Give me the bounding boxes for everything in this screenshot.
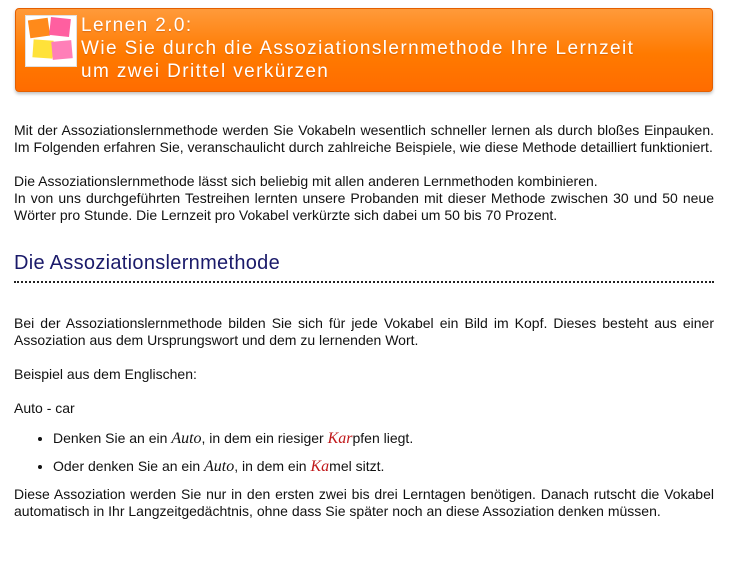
section-paragraph-1: Bei der Assoziationslernmethode bilden Sie sich für jede Vokabel ein Bild im Kopf. Dieses besteht aus einer Assoziation aus dem Ursprungswort und dem zu lernenden Wort. (14, 315, 714, 348)
page-title (81, 14, 701, 83)
bullet-text: , in dem ein riesiger (201, 430, 328, 446)
intro-paragraph-1: Mit der Assoziationslernmethode werden Sie Vokabeln wesentlich schneller lernen als durch bloßes Einpauken. Im Folgenden erfahren Sie, veranschaulicht durch zahlreiche Beispiele, wie diese Methode detailliert funktioniert. (14, 122, 714, 155)
bullet-source-word: Auto (171, 430, 202, 447)
sticky-notes-logo (25, 15, 77, 67)
sticky-note-pink (49, 17, 71, 37)
bullet-text: Oder denken Sie an ein (53, 458, 204, 474)
intro-paragraph-2-line2: In von uns durchgeführten Testreihen lernten unsere Probanden mit dieser Methode zwischen 30 und 50 neue Wörter pro Stunde. Die Lernzeit pro Vokabel verkürzte sich dabei um 50 bis 70 Prozent. (14, 190, 714, 223)
bullet-text: Denken Sie an ein (53, 430, 172, 446)
intro-paragraph-2 (14, 173, 714, 224)
sticky-note-orange (28, 18, 50, 39)
page-title-line1: Lernen 2.0: (81, 15, 193, 36)
bullet-text: pfen liegt. (352, 430, 414, 446)
bullet-source-word: Auto (204, 458, 235, 475)
example-intro: Beispiel aus dem Englischen: (14, 366, 197, 382)
page-title-line3: um zwei Drittel verkürzen (81, 61, 330, 82)
page-title-line2: Wie Sie durch die Assoziationslernmethode Ihre Lernzeit (81, 38, 635, 59)
bullet-highlight: Ka (310, 458, 330, 475)
list-item (53, 430, 714, 447)
bullet-text: , in dem ein (234, 458, 311, 474)
bullet-text: mel sitzt. (329, 458, 385, 474)
title-banner (15, 8, 713, 92)
article-content (14, 122, 714, 520)
section-paragraph-3: Diese Assoziation werden Sie nur in den ersten zwei bis drei Lerntagen benötigen. Danach rutscht die Vokabel automatisch in Ihr Langzeitgedächtnis, ohne dass Sie später noch an diese Assoziation denken müssen. (14, 486, 714, 519)
association-list (14, 430, 714, 475)
section-heading: Die Assoziationslernmethode (14, 251, 714, 283)
list-item (53, 458, 714, 475)
intro-paragraph-2-line1: Die Assoziationslernmethode lässt sich beliebig mit allen anderen Lernmethoden kombinieren. (14, 173, 598, 189)
vocab-pair: Auto - car (14, 400, 75, 416)
bullet-highlight: Kar (327, 430, 353, 447)
sticky-note-rose (51, 40, 72, 60)
